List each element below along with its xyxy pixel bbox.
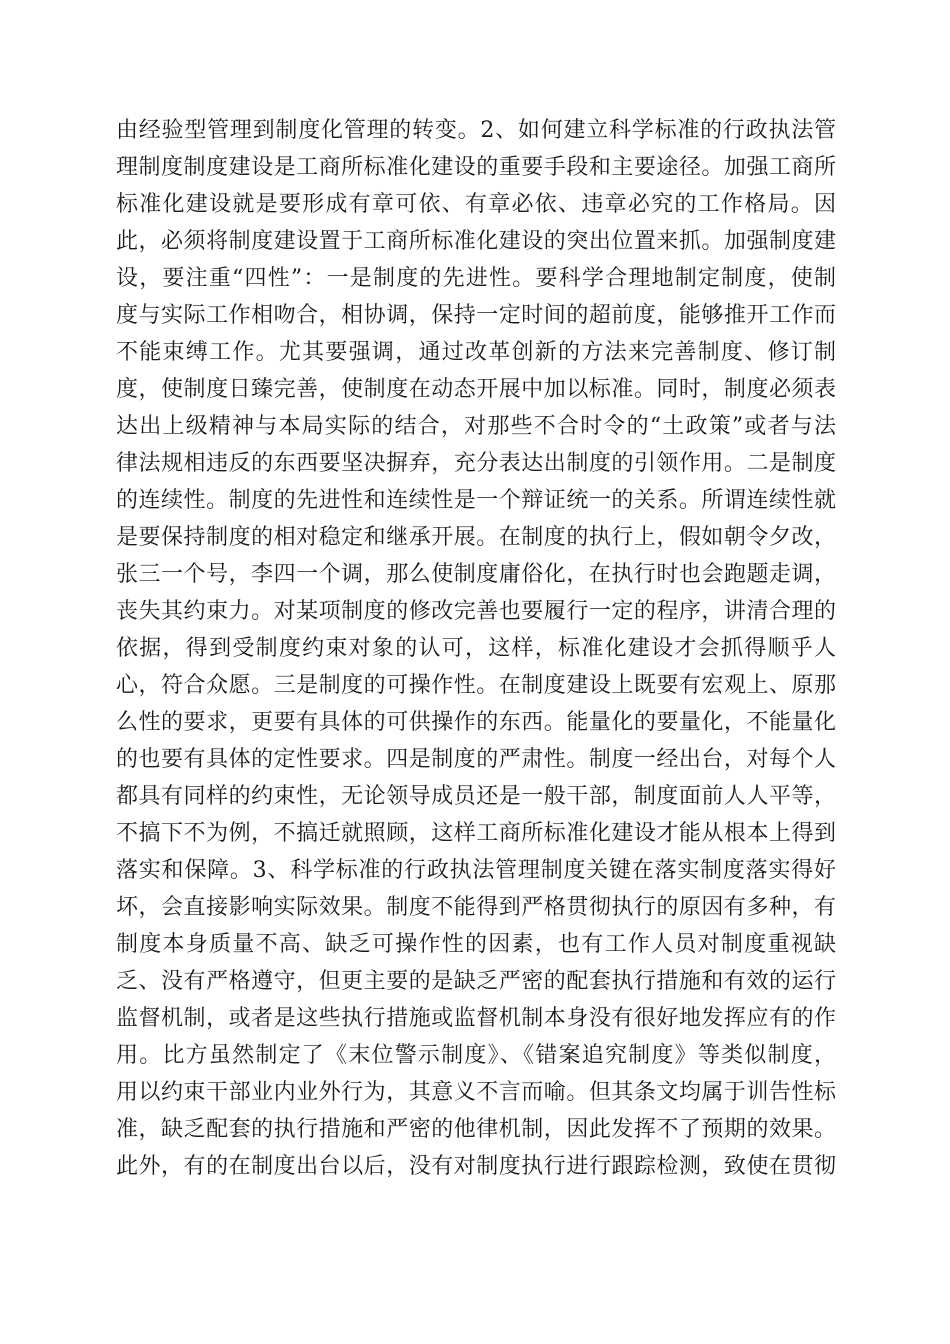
text-line: 度，使制度日臻完善，使制度在动态开展中加以标准。同时，制度必须表: [116, 377, 836, 402]
text-line: 乏、没有严格遵守，但更主要的是缺乏严密的配套执行措施和有效的运行: [116, 969, 836, 994]
text-line: 由经验型管理到制度化管理的转变。2、如何建立科学标准的行政执法管: [116, 118, 836, 143]
text-line: 么性的要求，更要有具体的可供操作的东西。能量化的要量化，不能量化: [116, 710, 836, 735]
text-line: 心，符合众愿。三是制度的可操作性。在制度建设上既要有宏观上、原那: [116, 673, 836, 698]
text-line: 张三一个号，李四一个调，那么使制度庸俗化，在执行时也会跑题走调，: [116, 562, 836, 587]
text-line: 的连续性。制度的先进性和连续性是一个辩证统一的关系。所谓连续性就: [116, 488, 836, 513]
text-line: 用以约束干部业内业外行为，其意义不言而喻。但其条文均属于训告性标: [116, 1080, 836, 1105]
text-line: 设，要注重“四性”：一是制度的先进性。要科学合理地制定制度，使制: [116, 266, 836, 291]
text-line: 标准化建设就是要形成有章可依、有章必依、违章必究的工作格局。因: [116, 192, 836, 217]
text-line: 丧失其约束力。对某项制度的修改完善也要履行一定的程序，讲清合理的: [116, 599, 836, 624]
text-line: 度与实际工作相吻合，相协调，保持一定时间的超前度，能够推开工作而: [116, 303, 836, 328]
text-line: 制度本身质量不高、缺乏可操作性的因素，也有工作人员对制度重视缺: [116, 932, 836, 957]
text-line: 用。比方虽然制定了《末位警示制度》、《错案追究制度》等类似制度，: [116, 1043, 836, 1068]
text-line: 依据，得到受制度约束对象的认可，这样，标准化建设才会抓得顺乎人: [116, 636, 836, 661]
text-line: 律法规相违反的东西要坚决摒弃，充分表达出制度的引领作用。二是制度: [116, 451, 836, 476]
text-line: 达出上级精神与本局实际的结合，对那些不合时令的“土政策”或者与法: [116, 414, 836, 439]
text-line: 此，必须将制度建设置于工商所标准化建设的突出位置来抓。加强制度建: [116, 229, 836, 254]
text-line: 监督机制，或者是这些执行措施或监督机制本身没有很好地发挥应有的作: [116, 1006, 836, 1031]
text-line: 理制度制度建设是工商所标准化建设的重要手段和主要途径。加强工商所: [116, 155, 836, 180]
text-line: 此外，有的在制度出台以后，没有对制度执行进行跟踪检测，致使在贯彻: [116, 1154, 836, 1179]
text-line: 准，缺乏配套的执行措施和严密的他律机制，因此发挥不了预期的效果。: [116, 1117, 836, 1142]
text-line: 都具有同样的约束性，无论领导成员还是一般干部，制度面前人人平等，: [116, 784, 836, 809]
text-line: 不搞下不为例，不搞迁就照顾，这样工商所标准化建设才能从根本上得到: [116, 821, 836, 846]
text-line: 不能束缚工作。尤其要强调，通过改革创新的方法来完善制度、修订制: [116, 340, 836, 365]
text-line: 落实和保障。3、科学标准的行政执法管理制度关键在落实制度落实得好: [116, 858, 836, 883]
text-line: 坏，会直接影响实际效果。制度不能得到严格贯彻执行的原因有多种，有: [116, 895, 836, 920]
text-line: 是要保持制度的相对稳定和继承开展。在制度的执行上，假如朝令夕改，: [116, 525, 836, 550]
document-body-text: [116, 112, 836, 1185]
text-line: 的也要有具体的定性要求。四是制度的严肃性。制度一经出台，对每个人: [116, 747, 836, 772]
